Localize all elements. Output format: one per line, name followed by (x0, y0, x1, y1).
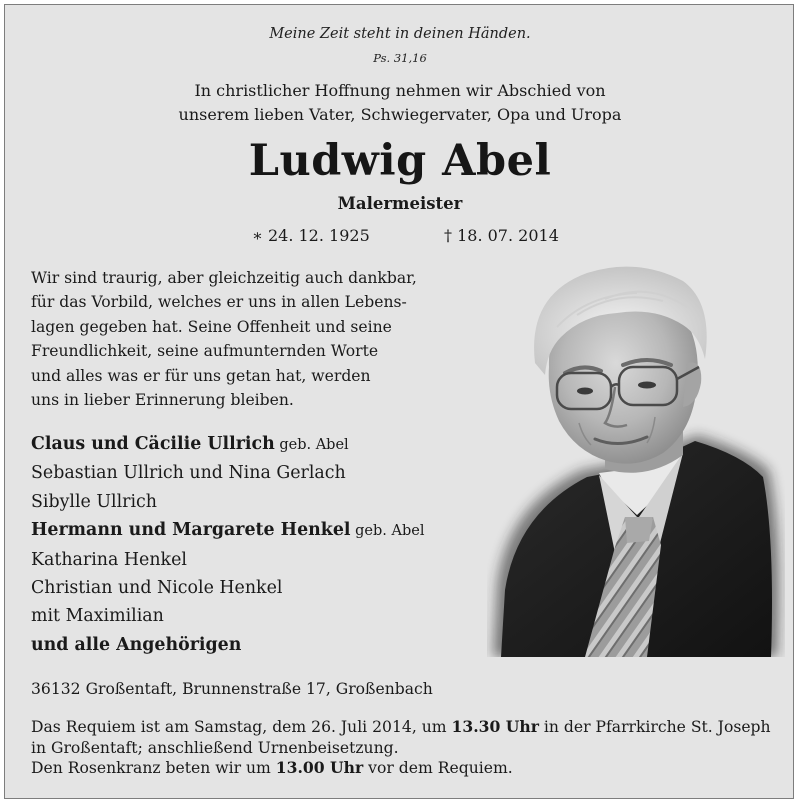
memorial-text-line: Freundlichkeit, seine aufmunternden Worte (31, 342, 379, 361)
requiem-line-2: in Großentaft; anschließend Urnenbeisetzung. (31, 738, 399, 757)
memorial-text-line: lagen gegeben hat. Seine Offenheit und seine (31, 317, 392, 336)
obituary-card (4, 4, 794, 799)
mourners-list (31, 430, 491, 659)
mourner-row (31, 516, 491, 545)
mourner-name: und alle Angehörigen (31, 634, 242, 655)
mourner-name: Hermann und Margarete Henkel (31, 520, 351, 541)
mourner-name: Katharina Henkel (31, 549, 187, 570)
mourner-name: mit Maximilian (31, 606, 164, 627)
requiem-text: in der Pfarrkirche St. Joseph (538, 718, 771, 736)
portrait-photo (487, 255, 785, 657)
maiden-name: geb. Abel (350, 523, 425, 540)
rosary-text: vor dem Requiem. (363, 759, 513, 777)
mourner-row (31, 459, 491, 487)
birth-date: ∗ 24. 12. 1925 (252, 226, 370, 245)
death-date: † 18. 07. 2014 (444, 226, 559, 245)
mourner-row (31, 574, 491, 602)
deceased-name: Ludwig Abel (248, 136, 552, 186)
memorial-text-line: für das Vorbild, welches er uns in allen Lebens- (31, 293, 407, 312)
rosary-text: Den Rosenkranz beten wir um (31, 759, 276, 777)
memorial-text-line: und alles was er für uns getan hat, werden (31, 366, 371, 385)
mourner-name: Christian und Nicole Henkel (31, 578, 283, 599)
mourner-name: Sebastian Ullrich und Nina Gerlach (31, 463, 346, 484)
mourner-row (31, 631, 491, 659)
maiden-name: geb. Abel (274, 437, 349, 453)
mourner-row (31, 546, 491, 574)
mourner-name: Sibylle Ullrich (31, 491, 157, 512)
deceased-profession: Malermeister (337, 194, 463, 213)
requiem-text: Das Requiem ist am Samstag, dem 26. Juli 2014, um (31, 718, 452, 736)
requiem-time: 13.30 Uhr (451, 717, 539, 736)
requiem-info (31, 717, 771, 779)
bible-reference: Ps. 31,16 (373, 51, 427, 65)
mourner-row (31, 430, 491, 459)
memorial-text (31, 266, 461, 412)
intro-text (5, 79, 795, 127)
rosary-time: 13.00 Uhr (275, 758, 364, 777)
intro-line-2: unserem lieben Vater, Schwiegervater, Opa und Uropa (178, 105, 622, 124)
memorial-text-line: Wir sind traurig, aber gleichzeitig auch dankbar, (31, 269, 417, 287)
bible-motto: Meine Zeit steht in deinen Händen. (269, 26, 531, 42)
requiem-line-1 (31, 717, 771, 738)
mourner-row (31, 602, 491, 630)
intro-line-1: In christlicher Hoffnung nehmen wir Abschied von (194, 81, 606, 100)
memorial-text-line: uns in lieber Erinnerung bleiben. (31, 391, 294, 410)
requiem-line-3 (31, 758, 771, 779)
mourner-row (31, 488, 491, 516)
address: 36132 Großentaft, Brunnenstraße 17, Großenbach (31, 680, 433, 698)
mourner-name: Claus und Cäcilie Ullrich (31, 434, 275, 454)
